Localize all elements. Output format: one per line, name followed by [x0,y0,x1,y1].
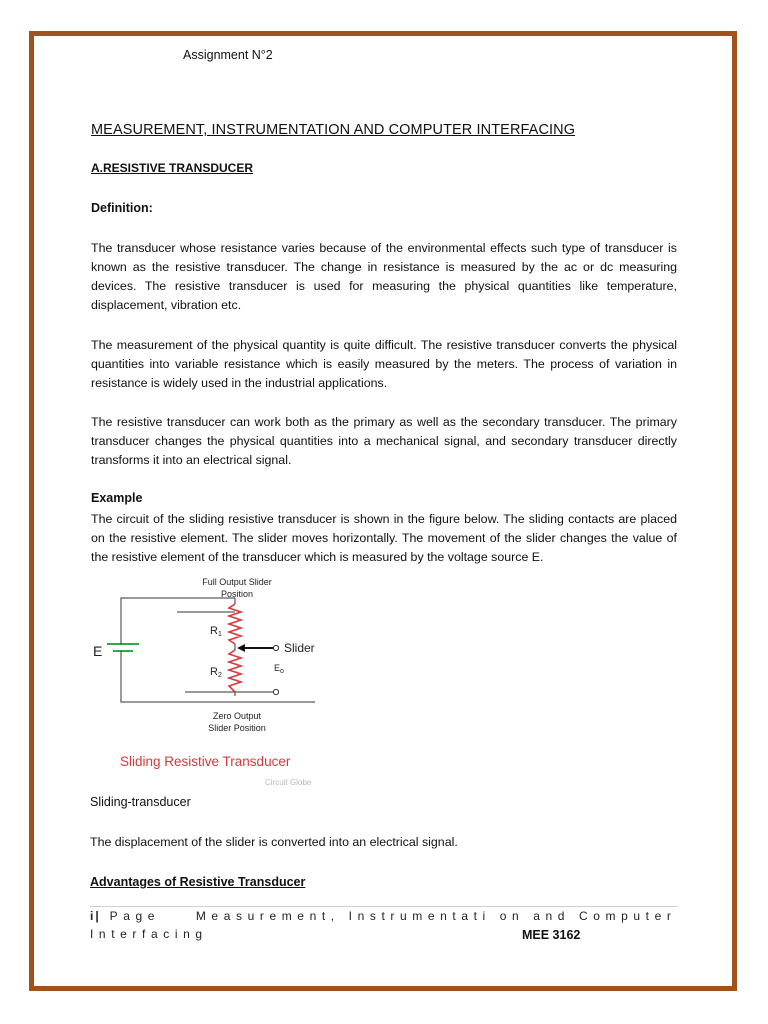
paragraph-3: The resistive transducer can work both as the primary as well as the secondary transducer. The primary transducer changes the physical quantities into a mechanical signal, and secondary transducer directly transforms it into an electrical signal. [91,415,677,467]
advantages-heading: Advantages of Resistive Transducer [90,875,306,889]
eo-subscript: o [280,668,284,675]
definition-heading: Definition: [91,201,153,215]
circuit-wire [121,664,315,702]
footer-line-1: i| Page Measurement, Instrumentati on and Computer [90,909,677,923]
svg-text:Eo [274,663,284,675]
svg-text:R1 [210,625,222,638]
example-paragraph: The circuit of the sliding resistive transducer is shown in the figure below. The sliding contacts are placed on the resistive element. The slider moves horizontally. The movement of the slider changes the value of the resistive element of the transducer which is measured by the voltage source E. [91,512,677,564]
zero-output-label: Zero Output [212,711,262,721]
terminal [273,689,278,694]
figure-title: Sliding Resistive Transducer [120,754,291,769]
terminal [273,645,278,650]
displacement-paragraph: The displacement of the slider is converted into an electrical signal. [90,835,458,849]
r1-label: R [210,625,218,637]
eo-label: E [274,663,281,673]
slider-arrowhead [237,644,245,652]
r2-label: R [210,666,218,678]
footer-page-label: Page [109,909,161,923]
circuit-wire [121,598,235,628]
full-output-position-label: Position [220,589,254,599]
slider-label: Slider [284,641,315,655]
zero-output-position-label: Slider Position [208,723,266,733]
svg-text:R2 [210,666,222,679]
figure-caption: Sliding-transducer [90,795,191,809]
full-output-label: Full Output Slider [202,577,272,587]
assignment-label: Assignment N°2 [183,48,273,62]
resistor-r2 [229,650,241,692]
footer-divider [90,906,678,907]
r1-subscript: 1 [217,631,222,638]
figure-watermark: Circuit Globe [265,778,312,787]
example-heading: Example [91,491,143,505]
footer-page-number: i [90,909,96,923]
footer-title-line-1: Measurement, Instrumentati on and Computer [195,909,677,923]
footer-title-line-2: Interfacing [90,927,208,941]
sliding-transducer-diagram [85,574,385,794]
footer-course-code: MEE 3162 [522,928,581,942]
document-title: MEASUREMENT, INSTRUMENTATION AND COMPUTER INTERFACING [91,122,576,138]
paragraph-2: The measurement of the physical quantity is quite difficult. The resistive transducer converts the physical quantities into variable resistance which is easily measured by the meters. The process of variation in resistance is widely used in the industrial applications. [91,338,677,390]
paragraph-1: The transducer whose resistance varies because of the environmental effects such type of transducer is known as the resistive transducer. The change in resistance is measured by the ac or dc measuring devices. The resistive transducer is used for measuring the physical quantities like temperature, displacement, vibration etc. [91,241,677,312]
resistor-r1 [229,604,241,644]
r2-subscript: 2 [217,672,222,679]
source-e-label: E [93,643,103,659]
section-heading: A.RESISTIVE TRANSDUCER [91,161,254,175]
